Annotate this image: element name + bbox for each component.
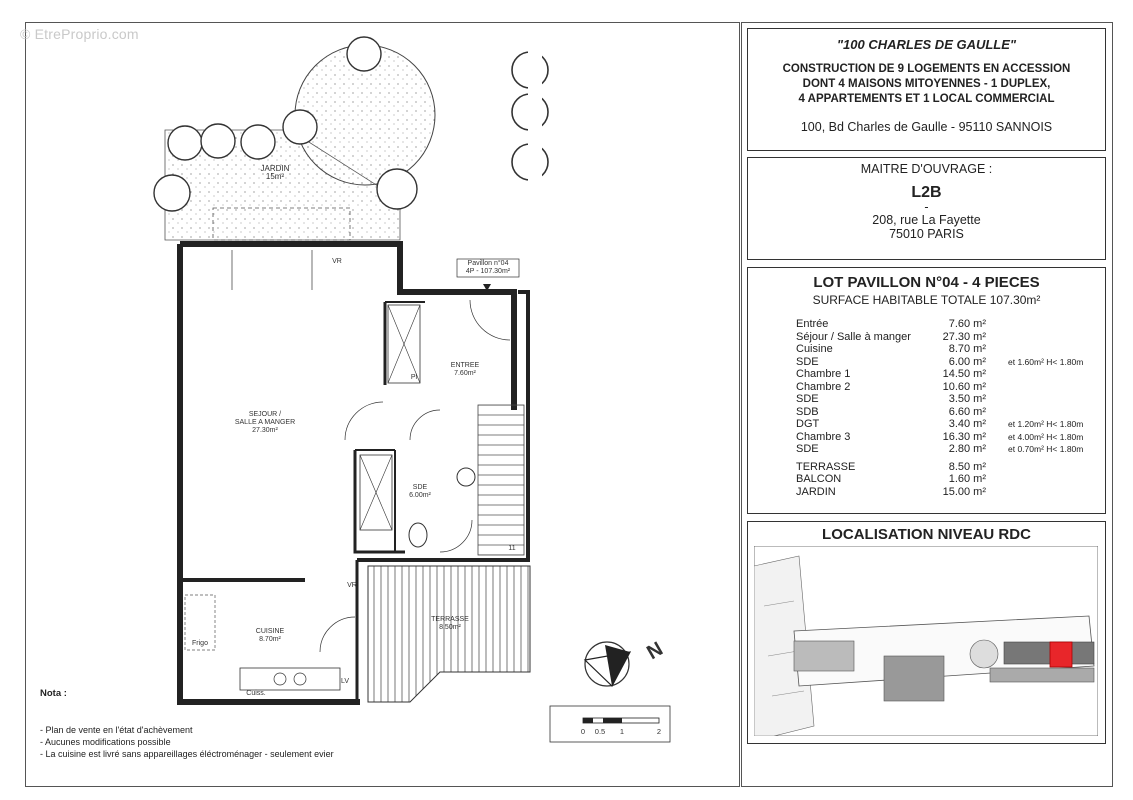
room-row	[796, 443, 1083, 456]
jardin-label: JARDIN 15m²	[260, 164, 290, 181]
watermark: © EtreProprio.com	[20, 26, 139, 42]
project-box	[747, 28, 1106, 151]
room-row	[796, 343, 1083, 356]
room-name: Entrée	[796, 318, 829, 330]
exterior-row	[796, 473, 1083, 486]
north-label: N	[643, 637, 667, 665]
room-value: 7.60 m²	[948, 318, 986, 330]
room-note: et 0.70m² H< 1.80m	[1008, 444, 1084, 454]
owner-name: L2B	[911, 184, 942, 201]
note-item: - Plan de vente en l'état d'achèvement	[40, 725, 193, 735]
room-name: DGT	[796, 418, 820, 430]
room-row	[796, 381, 1083, 394]
scale-2: 2	[656, 727, 662, 736]
exterior-name: TERRASSE	[796, 460, 856, 473]
room-note	[992, 368, 1083, 381]
pl-label: Pl	[410, 374, 418, 381]
room-note: et 4.00m² H< 1.80m	[1008, 431, 1084, 442]
lot-surface: SURFACE HABITABLE TOTALE 107.30m²	[812, 293, 1041, 307]
site-map	[754, 546, 1098, 736]
room-note	[992, 393, 1083, 406]
room-value: 8.70 m²	[948, 343, 986, 355]
lot-title: LOT PAVILLON N°04 - 4 PIECES	[813, 274, 1040, 291]
note-item: - Aucunes modifications possible	[40, 737, 171, 747]
staircase	[478, 405, 524, 555]
room-row	[796, 331, 1083, 344]
owner-heading: MAITRE D'OUVRAGE :	[860, 162, 993, 176]
localisation-box	[747, 521, 1106, 744]
room-row	[796, 318, 1083, 331]
room-name: Chambre 1	[796, 368, 851, 380]
cuiss-label: Cuiss.	[246, 690, 266, 697]
room-value: 6.60 m²	[948, 405, 986, 418]
terrasse	[368, 566, 530, 702]
room-value: 3.50 m²	[948, 393, 986, 405]
sink	[457, 468, 475, 486]
exterior-row	[796, 461, 1083, 474]
terrasse-label: TERRASSE 8.50m²	[431, 616, 469, 631]
room-value: 16.30 m²	[942, 430, 986, 443]
exterior-name: JARDIN	[796, 485, 836, 498]
project-desc: CONSTRUCTION DE 9 LOGEMENTS EN ACCESSION DONT 4 MAISONS MITOYENNES - 1 DUPLEX, 4 APPARTEMENTS ET 1 LOCAL COMMERCIAL	[782, 63, 1071, 105]
room-name: Chambre 2	[796, 380, 851, 393]
stair-number: 11	[508, 545, 516, 552]
vr-label-top: VR	[332, 258, 342, 265]
scale-1: 1	[619, 727, 625, 736]
room-value: 3.40 m²	[948, 418, 986, 430]
room-note	[992, 406, 1083, 419]
lv-label: LV	[340, 678, 350, 685]
room-note	[992, 381, 1083, 394]
room-row	[796, 406, 1083, 419]
room-note	[992, 318, 1083, 331]
room-name: SDE	[796, 355, 819, 368]
surface-table	[796, 318, 1083, 498]
sejour-label: SEJOUR / SALLE A MANGER 27.30m²	[234, 411, 296, 434]
exterior-value: 8.50 m²	[948, 460, 986, 473]
cuisine-label: CUISINE 8.70m²	[255, 628, 285, 643]
owner-box	[747, 157, 1106, 260]
scale-0-5: 0.5	[594, 727, 606, 736]
room-note	[992, 331, 1083, 344]
owner-dash: -	[924, 200, 929, 214]
room-value: 10.60 m²	[942, 380, 986, 393]
room-row	[796, 418, 1083, 431]
sde-label: SDE 6.00m²	[409, 484, 431, 499]
project-address: 100, Bd Charles de Gaulle - 95110 SANNOIS	[800, 120, 1053, 134]
room-value: 27.30 m²	[942, 330, 986, 343]
room-name: SDE	[796, 443, 819, 455]
toilet	[409, 523, 427, 547]
room-note: et 1.20m² H< 1.80m	[1008, 419, 1084, 429]
pavillon-label: Pavillon n°04 4P - 107.30m²	[465, 260, 511, 275]
room-name: Chambre 3	[796, 430, 851, 443]
owner-street: 208, rue La Fayette	[872, 213, 981, 227]
highlighted-lot	[1050, 642, 1072, 667]
room-value: 6.00 m²	[948, 355, 986, 368]
north-arrow-icon	[585, 642, 630, 686]
notes	[40, 688, 334, 760]
scale-bar	[550, 706, 670, 742]
entree-label: ENTREE 7.60m²	[450, 362, 480, 377]
room-row	[796, 368, 1083, 381]
exterior-value: 1.60 m²	[948, 473, 986, 485]
room-row	[796, 393, 1083, 406]
scale-0: 0	[580, 727, 586, 736]
room-note: et 1.60m² H< 1.80m	[1008, 356, 1084, 367]
owner-city: 75010 PARIS	[889, 227, 964, 241]
lot-box	[747, 267, 1106, 514]
note-item: - La cuisine est livré sans appareillages éléctroménager - seulement evier	[40, 749, 334, 759]
room-value: 14.50 m²	[942, 368, 986, 380]
notes-heading: Nota :	[40, 688, 67, 699]
room-name: Cuisine	[796, 343, 833, 355]
exterior-row	[796, 486, 1083, 499]
exterior-value: 15.00 m²	[942, 485, 986, 498]
exterior-name: BALCON	[796, 473, 842, 485]
room-name: SDE	[796, 393, 819, 405]
room-row	[796, 431, 1083, 444]
room-note	[992, 343, 1083, 356]
kitchen-counter	[240, 668, 340, 690]
frigo-label: Frigo	[192, 640, 208, 647]
localisation-title: LOCALISATION NIVEAU RDC	[822, 526, 1031, 543]
project-title: "100 CHARLES DE GAULLE"	[836, 37, 1017, 52]
garden	[154, 37, 548, 240]
room-row	[796, 356, 1083, 369]
vr-label-cuisine: VR	[347, 582, 357, 589]
room-name: SDB	[796, 405, 819, 418]
room-value: 2.80 m²	[948, 443, 986, 455]
room-name: Séjour / Salle à manger	[796, 330, 911, 343]
